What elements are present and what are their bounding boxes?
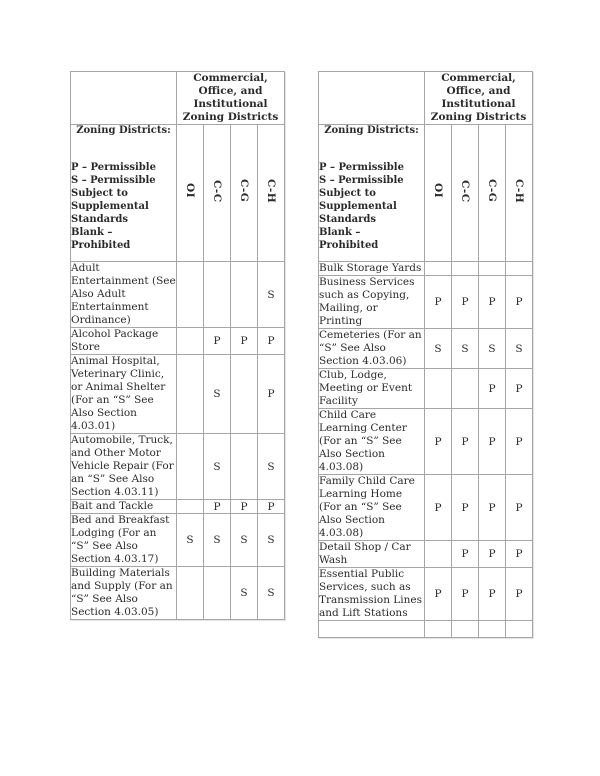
use-label: Bed and Breakfast Lodging (For an “S” See Also Section 4.03.17)	[71, 514, 177, 567]
permission-value: P	[479, 276, 506, 329]
permission-value	[506, 621, 533, 638]
use-label: Business Services such as Copying, Mailing, or Printing	[319, 276, 425, 329]
permission-value: P	[506, 568, 533, 621]
permission-value	[506, 262, 533, 276]
legend-line: Subject to	[71, 188, 128, 199]
legend	[71, 161, 176, 252]
group-header-row	[319, 72, 533, 125]
group-header-line: Institutional	[193, 98, 268, 110]
legend-line: P – Permissible	[71, 162, 156, 173]
use-row	[319, 369, 533, 409]
column-header-cg	[231, 125, 258, 262]
permission-value	[231, 355, 258, 434]
group-header-line: Office, and	[446, 85, 511, 97]
use-label: Automobile, Truck, and Other Motor Vehicle Repair (For an “S” See Also Section 4.03.11)	[71, 434, 177, 500]
permission-value: P	[479, 475, 506, 541]
use-row	[319, 329, 533, 369]
permission-value: S	[258, 514, 285, 567]
use-row	[319, 621, 533, 638]
use-label: Family Child Care Learning Home (For an “S” See Also Section 4.03.08)	[319, 475, 425, 541]
permission-value	[231, 434, 258, 500]
legend-cell	[71, 125, 177, 262]
permission-value: P	[204, 328, 231, 355]
permission-value: P	[452, 568, 479, 621]
column-header-oi-label: OI	[432, 183, 444, 199]
legend	[319, 161, 424, 252]
permission-value	[177, 328, 204, 355]
column-header-row	[71, 125, 285, 262]
column-header-oi-label: OI	[184, 183, 196, 199]
permission-value: P	[231, 500, 258, 514]
column-header-cg-label: C-G	[238, 179, 250, 203]
column-header-cc-label: C-C	[459, 179, 471, 203]
permission-value	[452, 621, 479, 638]
use-row	[71, 328, 285, 355]
column-header-cg-label: C-G	[486, 179, 498, 203]
permission-value: P	[258, 328, 285, 355]
permission-value: P	[204, 500, 231, 514]
column-header-ch	[506, 125, 533, 262]
permission-value: P	[479, 568, 506, 621]
use-rows-left	[71, 262, 285, 620]
use-label	[319, 621, 425, 638]
use-row	[319, 568, 533, 621]
use-row	[319, 409, 533, 475]
zoning-table-left	[70, 71, 285, 620]
corner-cell	[319, 72, 425, 125]
legend-line: S – Permissible	[319, 175, 404, 186]
permission-value: P	[452, 541, 479, 568]
permission-value: P	[425, 276, 452, 329]
permission-value: S	[231, 514, 258, 567]
legend-line: Prohibited	[71, 240, 131, 251]
legend-line: Subject to	[319, 188, 376, 199]
group-header-row	[71, 72, 285, 125]
permission-value: P	[506, 409, 533, 475]
legend-line: S – Permissible	[71, 175, 156, 186]
legend-line: Supplemental	[71, 201, 149, 212]
use-label: Child Care Learning Center (For an “S” See Also Section 4.03.08)	[319, 409, 425, 475]
permission-value: P	[425, 409, 452, 475]
column-header-ch-label: C-H	[513, 178, 526, 204]
permission-value: S	[258, 262, 285, 328]
permission-value: P	[506, 475, 533, 541]
permission-value	[479, 262, 506, 276]
use-row	[319, 541, 533, 568]
permission-value: P	[506, 541, 533, 568]
use-label: Animal Hospital, Veterinary Clinic, or Animal Shelter (For an “S” See Also Section 4.03.01)	[71, 355, 177, 434]
use-row	[71, 514, 285, 567]
permission-value	[425, 541, 452, 568]
legend-line: Prohibited	[319, 240, 379, 251]
permission-value: S	[425, 329, 452, 369]
legend-title: Zoning Districts:	[76, 125, 171, 136]
column-header-cc-label: C-C	[211, 179, 223, 203]
permission-value	[231, 262, 258, 328]
permission-value: S	[479, 329, 506, 369]
use-row	[319, 262, 533, 276]
permission-value: P	[506, 369, 533, 409]
use-row	[71, 355, 285, 434]
legend-line: Standards	[71, 214, 128, 225]
permission-value	[204, 567, 231, 620]
permission-value: S	[204, 355, 231, 434]
legend-line: P – Permissible	[319, 162, 404, 173]
group-header-line: Commercial,	[193, 72, 268, 84]
use-label: Alcohol Package Store	[71, 328, 177, 355]
permission-value: P	[452, 276, 479, 329]
use-label: Adult Entertainment (See Also Adult Entertainment Ordinance)	[71, 262, 176, 326]
permission-value	[425, 369, 452, 409]
use-label: Building Materials and Supply (For an “S” See Also Section 4.03.05)	[71, 567, 177, 620]
legend-line: Supplemental	[319, 201, 397, 212]
legend-line: Blank –	[319, 227, 361, 238]
use-label: Essential Public Services, such as Transmission Lines and Lift Stations	[319, 568, 425, 621]
use-label: Club, Lodge, Meeting or Event Facility	[319, 369, 425, 409]
legend-line: Standards	[319, 214, 376, 225]
permission-value: P	[452, 409, 479, 475]
use-label: Bait and Tackle	[71, 500, 177, 514]
use-row	[71, 567, 285, 620]
legend-title: Zoning Districts:	[324, 125, 419, 136]
column-header-cg	[479, 125, 506, 262]
group-header	[425, 72, 533, 125]
group-header-line: Zoning Districts	[430, 111, 527, 123]
permission-value	[452, 262, 479, 276]
use-row	[319, 475, 533, 541]
permission-value: P	[479, 541, 506, 568]
permission-value	[177, 262, 204, 328]
use-label: Detail Shop / Car Wash	[319, 541, 425, 568]
column-header-ch	[258, 125, 285, 262]
use-label: Cemeteries (For an “S” See Also Section 4.03.06)	[319, 329, 425, 369]
permission-value: P	[258, 500, 285, 514]
permission-value: S	[204, 434, 231, 500]
corner-cell	[71, 72, 177, 125]
permission-value: P	[479, 369, 506, 409]
use-row	[319, 276, 533, 329]
column-header-cc	[204, 125, 231, 262]
group-header-line: Commercial,	[441, 72, 516, 84]
permission-value	[177, 355, 204, 434]
permission-value	[177, 434, 204, 500]
permission-value: P	[425, 568, 452, 621]
permission-value: P	[506, 276, 533, 329]
permission-value	[204, 262, 231, 328]
permission-value: S	[258, 434, 285, 500]
permission-value: P	[452, 475, 479, 541]
permission-value: S	[506, 329, 533, 369]
column-header-ch-label: C-H	[265, 178, 278, 204]
permission-value	[177, 567, 204, 620]
use-label: Bulk Storage Yards	[319, 262, 425, 276]
column-header-oi	[425, 125, 452, 262]
use-row	[71, 500, 285, 514]
permission-value: S	[204, 514, 231, 567]
permission-value: S	[231, 567, 258, 620]
permission-value: S	[177, 514, 204, 567]
permission-value	[452, 369, 479, 409]
permission-value: P	[479, 409, 506, 475]
use-rows-right	[319, 262, 533, 638]
legend-line: Blank –	[71, 227, 113, 238]
permission-value	[425, 262, 452, 276]
permission-value: S	[452, 329, 479, 369]
use-row	[71, 262, 285, 328]
group-header-line: Office, and	[198, 85, 263, 97]
permission-value: P	[231, 328, 258, 355]
permission-value	[425, 621, 452, 638]
column-header-row	[319, 125, 533, 262]
permission-value: P	[425, 475, 452, 541]
zoning-table-right	[318, 71, 533, 638]
group-header-line: Institutional	[441, 98, 516, 110]
group-header-line: Zoning Districts	[182, 111, 279, 123]
legend-cell	[319, 125, 425, 262]
permission-value	[177, 500, 204, 514]
permission-value: P	[258, 355, 285, 434]
column-header-oi	[177, 125, 204, 262]
permission-value	[479, 621, 506, 638]
use-row	[71, 434, 285, 500]
permission-value: S	[258, 567, 285, 620]
column-header-cc	[452, 125, 479, 262]
group-header	[177, 72, 285, 125]
